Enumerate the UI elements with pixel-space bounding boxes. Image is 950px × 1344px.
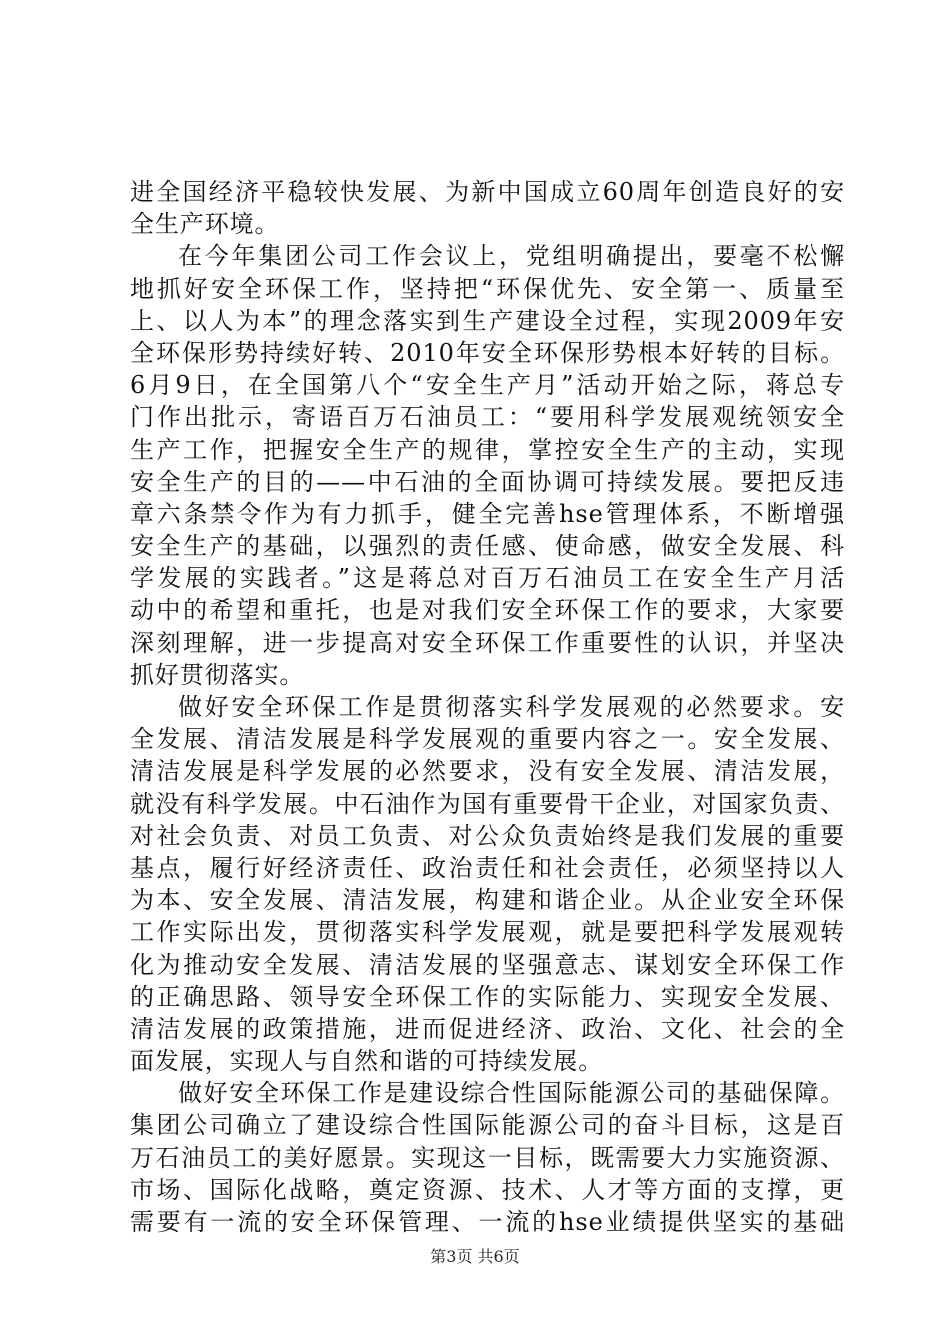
text-line: 面发展，实现人与自然和谐的可持续发展。 (130, 1047, 604, 1076)
text-line: 清洁发展的政策措施，进而促进经济、政治、文化、社会的全 (130, 1014, 845, 1043)
document-body (130, 176, 845, 1238)
text-line: 上、以人为本”的理念落实到生产建设全过程，实现2009年安 (130, 306, 845, 335)
text-line: 地抓好安全环保工作，坚持把“环保优先、安全第一、质量至 (130, 274, 845, 303)
text-line: 生产工作，把握安全生产的规律，掌控安全生产的主动，实现 (130, 435, 845, 464)
text-line: 全环保形势持续好转、2010年安全环保形势根本好转的目标。 (130, 338, 845, 367)
text-line: 的正确思路、领导安全环保工作的实际能力、实现安全发展、 (130, 982, 845, 1011)
text-line: 章六条禁令作为有力抓手，健全完善hse管理体系，不断增强 (130, 499, 845, 528)
text-line: 集团公司确立了建设综合性国际能源公司的奋斗目标，这是百 (130, 1111, 845, 1140)
text-line: 进全国经济平稳较快发展、为新中国成立60周年创造良好的安 (130, 178, 845, 206)
text-line: 全发展、清洁发展是科学发展观的重要内容之一。安全发展、 (130, 725, 845, 754)
text-line: 做好安全环保工作是建设综合性国际能源公司的基础保障。 (178, 1079, 845, 1108)
text-line: 基点，履行好经济责任、政治责任和社会责任，必须坚持以人 (130, 853, 845, 882)
text-line: 学发展的实践者。”这是蒋总对百万石油员工在安全生产月活 (130, 564, 845, 593)
text-line: 需要有一流的安全环保管理、一流的hse业绩提供坚实的基础 (130, 1208, 845, 1236)
text-line: 抓好贯彻落实。 (130, 660, 305, 689)
text-line: 就没有科学发展。中石油作为国有重要骨干企业，对国家负责、 (130, 789, 845, 818)
text-line: 安全生产的目的——中石油的全面协调可持续发展。要把反违 (130, 467, 845, 496)
text-line: 在今年集团公司工作会议上，党组明确提出，要毫不松懈 (178, 242, 845, 271)
text-line: 全生产环境。 (130, 210, 280, 239)
text-line: 化为推动安全发展、清洁发展的坚强意志、谋划安全环保工作 (130, 950, 845, 979)
text-line: 安全生产的基础，以强烈的责任感、使命感，做安全发展、科 (130, 532, 845, 561)
text-line: 为本、安全发展、清洁发展，构建和谐企业。从企业安全环保 (130, 886, 845, 915)
text-line: 万石油员工的美好愿景。实现这一目标，既需要大力实施资源、 (130, 1143, 845, 1172)
text-line: 市场、国际化战略，奠定资源、技术、人才等方面的支撑，更 (130, 1175, 845, 1204)
text-line: 门作出批示，寄语百万石油员工：“要用科学发展观统领安全 (130, 403, 845, 432)
text-line: 6月9日，在全国第八个“安全生产月”活动开始之际，蒋总专 (130, 371, 845, 400)
text-line: 清洁发展是科学发展的必然要求，没有安全发展、清洁发展， (130, 757, 845, 786)
page-footer: 第3页 共6页 (430, 1247, 520, 1266)
text-line: 对社会负责、对员工负责、对公众负责始终是我们发展的重要 (130, 821, 845, 850)
text-line: 做好安全环保工作是贯彻落实科学发展观的必然要求。安 (178, 693, 845, 721)
text-line: 动中的希望和重托，也是对我们安全环保工作的要求，大家要 (130, 596, 845, 625)
text-line: 工作实际出发，贯彻落实科学发展观，就是要把科学发展观转 (130, 918, 845, 947)
text-line: 深刻理解，进一步提高对安全环保工作重要性的认识，并坚决 (130, 628, 845, 657)
